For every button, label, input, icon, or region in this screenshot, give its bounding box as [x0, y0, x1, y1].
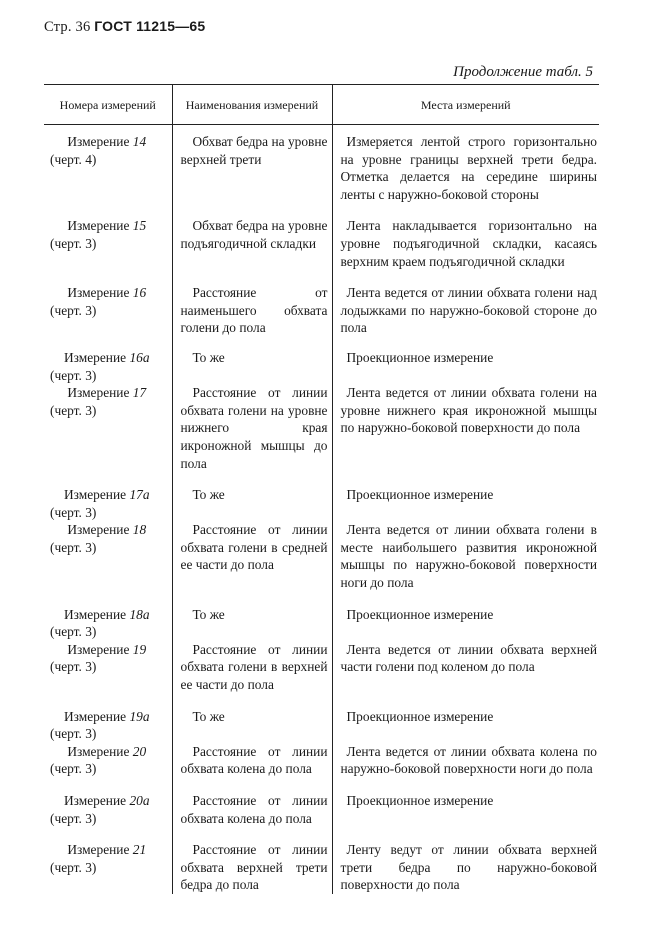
measurement-place-cell	[332, 641, 599, 708]
measurement-label	[46, 792, 168, 810]
measurement-label	[46, 743, 168, 761]
measurement-index: 18	[132, 522, 147, 538]
measurement-number-cell	[44, 708, 172, 743]
measurement-name-cell	[172, 284, 332, 349]
table-continuation-label: Продолжение табл. 5	[453, 64, 593, 80]
measurement-number-cell	[44, 384, 172, 486]
measurement-index: 16а	[129, 349, 150, 365]
measurement-place: Лента ведется от линии обхвата голени над лодыжками по наружно-боковой стороне до пола	[340, 285, 597, 336]
measurement-word: Измерение	[63, 349, 127, 365]
measurement-index: 15	[132, 218, 147, 234]
measurement-name-cell	[172, 486, 332, 521]
measurement-name: Расстояние от линии обхвата голени в верхней ее части до пола	[180, 641, 328, 693]
measurement-place: Проекционное измерение	[346, 793, 494, 808]
measurement-index: 17а	[129, 487, 150, 503]
measurement-place: Лента ведется от линии обхвата колена по наружно-боковой поверхности ноги до пола	[340, 743, 597, 777]
measurement-index: 18а	[129, 606, 150, 622]
table-row	[44, 606, 599, 641]
measurement-word: Измерение	[67, 134, 130, 149]
table-row	[44, 841, 599, 894]
measurement-name: Расстояние от линии обхвата колена до пола	[180, 793, 328, 826]
measurement-place-cell	[332, 284, 599, 349]
measurement-place: Лента накладывается горизонтально на уровне подъягодичной складки, касаясь верхним краем подъягодичной складки	[340, 218, 597, 269]
drawing-reference: (черт. 3)	[50, 624, 97, 640]
measurement-place: Ленту ведут от линии обхвата верхней трети бедра по наружно-боковой поверхности до пола	[340, 842, 597, 893]
measurement-index: 19а	[129, 708, 150, 724]
measurement-number-cell	[44, 125, 172, 218]
table-row	[44, 125, 599, 218]
table-row	[44, 284, 599, 349]
measurement-place: Проекционное измерение	[346, 606, 494, 622]
measurement-name-cell	[172, 217, 332, 284]
measurement-place-cell	[332, 349, 599, 384]
measurement-place: Проекционное измерение	[346, 487, 494, 503]
drawing-reference: (черт. 3)	[50, 659, 97, 675]
measurement-word: Измерение	[63, 606, 127, 622]
measurement-number-cell	[44, 217, 172, 284]
table-row	[44, 217, 599, 284]
measurement-index: 19	[132, 641, 147, 657]
measurement-name-cell	[172, 521, 332, 605]
table-row	[44, 743, 599, 792]
table-row	[44, 521, 599, 605]
measurement-word: Измерение	[67, 522, 130, 538]
measurement-place-cell	[332, 792, 599, 841]
measurement-name: Расстояние от линии обхвата верхней трети бедра до пола	[180, 842, 328, 893]
measurement-name: То же	[192, 606, 225, 622]
standard-code: ГОСТ 11215—65	[94, 18, 206, 34]
table-row	[44, 349, 599, 384]
measurement-label	[46, 349, 168, 367]
measurement-word: Измерение	[63, 708, 127, 724]
measurement-word: Измерение	[67, 743, 130, 759]
measurement-word: Измерение	[67, 641, 130, 657]
drawing-reference: (черт. 3)	[50, 726, 97, 742]
measurement-name-cell	[172, 125, 332, 218]
measurement-place-cell	[332, 708, 599, 743]
measurement-number-cell	[44, 486, 172, 521]
measurement-label	[46, 217, 168, 235]
measurement-place-cell	[332, 217, 599, 284]
measurement-place: Лента ведется от линии обхвата верхней части голени под коленом до пола	[340, 641, 597, 675]
measurement-number-cell	[44, 349, 172, 384]
measurement-place: Измеряется лентой строго горизонтально на уровне границы верхней трети бедра. Отметка делается на середине ширины ленты с наружно-боковой стороны	[340, 134, 597, 202]
measurement-number-cell	[44, 743, 172, 792]
measurement-place-cell	[332, 384, 599, 486]
measurement-number-cell	[44, 792, 172, 841]
drawing-reference: (черт. 3)	[50, 504, 97, 520]
measurement-label	[46, 841, 168, 859]
table-header-row	[44, 85, 599, 125]
measurement-name-cell	[172, 743, 332, 792]
measurement-name-cell	[172, 841, 332, 894]
measurement-place: Проекционное измерение	[346, 349, 494, 365]
measurement-place: Лента ведется от линии обхвата голени на уровне нижнего края икроножной мышцы по наружно-боковой поверхности до пола	[340, 385, 597, 436]
measurement-label	[46, 284, 168, 302]
measurement-word: Измерение	[67, 842, 130, 858]
measurement-word: Измерение	[63, 487, 127, 503]
measurement-place-cell	[332, 521, 599, 605]
measurement-name: То же	[192, 708, 225, 724]
column-header-numbers: Номера измерений	[44, 85, 172, 125]
measurement-index: 17	[132, 385, 147, 401]
measurement-label	[46, 641, 168, 659]
measurement-place-cell	[332, 606, 599, 641]
measurement-label	[46, 384, 168, 402]
measurement-index: 21	[132, 842, 147, 858]
measurement-label	[46, 133, 168, 151]
drawing-reference: (черт. 3)	[50, 367, 97, 383]
measurement-label	[46, 486, 168, 504]
measurement-place: Лента ведется от линии обхвата голени в месте наибольшего развития икроножной мышцы по наружно-боковой поверхности ноги до пола	[340, 522, 597, 591]
table-row	[44, 384, 599, 486]
drawing-reference: (черт. 4)	[50, 151, 97, 167]
measurement-number-cell	[44, 521, 172, 605]
measurement-name: Расстояние от линии обхвата голени в средней ее части до пола	[180, 522, 328, 573]
column-header-names: Наименования измерений	[172, 85, 332, 125]
column-header-places: Места измерений	[332, 85, 599, 125]
drawing-reference: (черт. 3)	[50, 402, 97, 418]
drawing-reference: (черт. 3)	[50, 859, 97, 875]
measurement-name-cell	[172, 708, 332, 743]
measurements-table	[44, 84, 599, 894]
measurement-word: Измерение	[67, 385, 130, 401]
measurement-number-cell	[44, 606, 172, 641]
measurement-name-cell	[172, 384, 332, 486]
measurement-label	[46, 521, 168, 539]
page-header	[44, 18, 205, 36]
measurement-label	[46, 606, 168, 624]
drawing-reference: (черт. 3)	[50, 810, 97, 826]
measurement-name-cell	[172, 792, 332, 841]
measurement-name: То же	[192, 487, 225, 503]
measurement-name: Обхват бедра на уровне верхней трети	[180, 134, 328, 167]
measurement-number-cell	[44, 841, 172, 894]
measurement-label	[46, 708, 168, 726]
measurement-name: Расстояние от линии обхвата голени на уровне нижнего края икроножной мышцы до пола	[180, 385, 328, 471]
table-row	[44, 708, 599, 743]
measurement-index: 20а	[129, 793, 150, 808]
measurement-index: 16	[132, 285, 147, 301]
measurement-word: Измерение	[67, 218, 130, 234]
measurement-name-cell	[172, 606, 332, 641]
measurement-word: Измерение	[67, 285, 130, 301]
measurement-name: Расстояние от линии обхвата колена до пола	[180, 743, 328, 777]
measurement-index: 20	[132, 743, 147, 759]
measurement-name-cell	[172, 641, 332, 708]
measurement-number-cell	[44, 284, 172, 349]
table-row	[44, 641, 599, 708]
measurement-place: Проекционное измерение	[346, 708, 494, 724]
table-row	[44, 792, 599, 841]
table-row	[44, 486, 599, 521]
measurement-name: То же	[192, 349, 225, 365]
measurement-place-cell	[332, 841, 599, 894]
measurement-name-cell	[172, 349, 332, 384]
measurement-number-cell	[44, 641, 172, 708]
drawing-reference: (черт. 3)	[50, 302, 97, 318]
measurement-place-cell	[332, 743, 599, 792]
measurement-index: 14	[132, 134, 147, 149]
measurement-name: Обхват бедра на уровне подъягодичной складки	[180, 218, 328, 251]
measurement-word: Измерение	[63, 793, 127, 808]
measurement-name: Расстояние от наименьшего обхвата голени до пола	[180, 285, 328, 336]
drawing-reference: (черт. 3)	[50, 539, 97, 555]
drawing-reference: (черт. 3)	[50, 761, 97, 777]
drawing-reference: (черт. 3)	[50, 235, 97, 251]
measurement-place-cell	[332, 486, 599, 521]
page-number: Стр. 36	[44, 19, 91, 35]
measurement-place-cell	[332, 125, 599, 218]
